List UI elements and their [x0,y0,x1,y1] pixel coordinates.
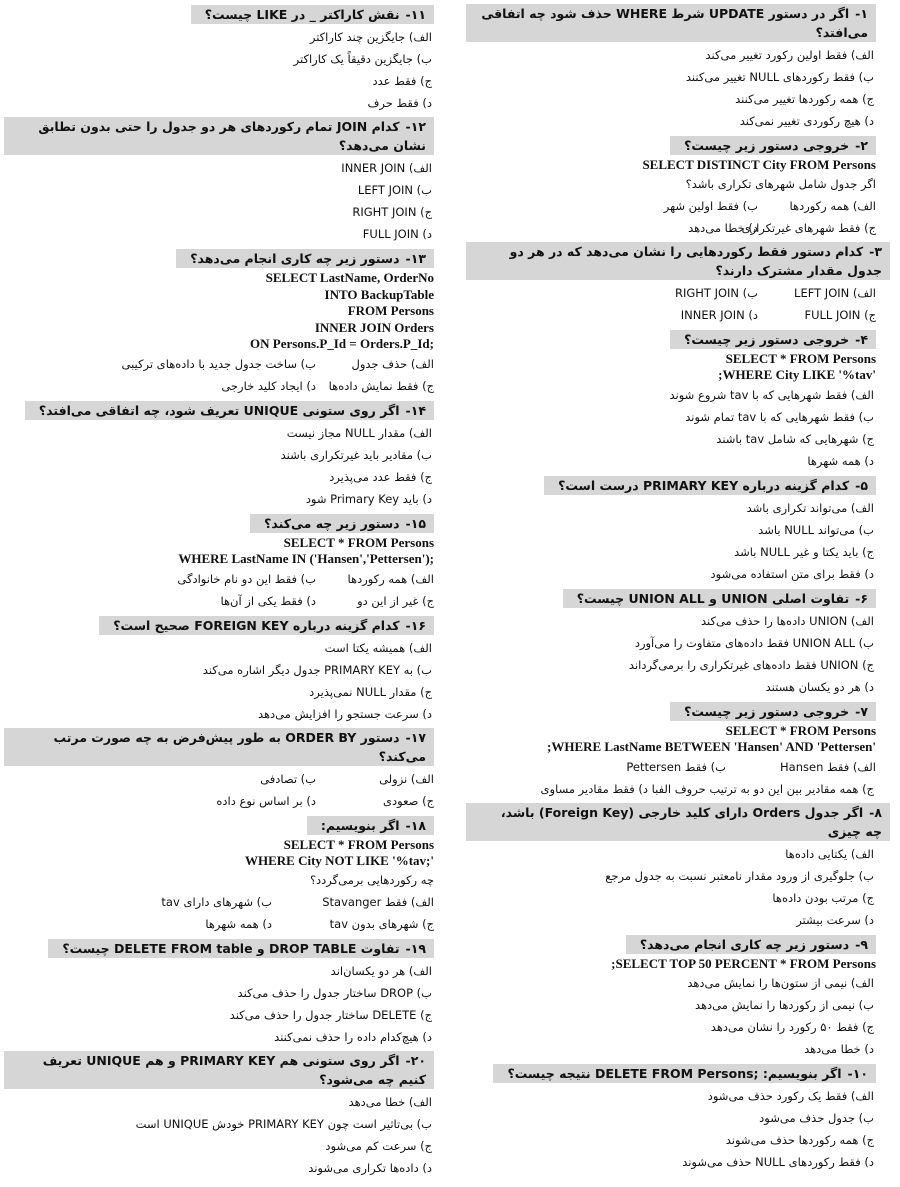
question-2 [466,135,876,239]
sql-code: INNER JOIN Orders [314,319,434,335]
option: د) ایجاد کلید خارجی [221,378,316,393]
sql-code: FROM Persons [347,303,434,318]
question-title: ۱۲-کدام JOIN تمام رکوردهای هر دو جدول را حتی بدون تطابق نشان می‌دهد؟ [4,117,434,155]
option: الف) فقط یک رکورد حذف می‌شود [707,1089,874,1103]
option: د) هیچ‌کدام داده را حذف نمی‌کنند [274,1029,432,1044]
question-title: ۶-تفاوت اصلی UNION و UNION ALL چیست؟ [563,589,876,608]
option: ج) مقدار NULL نمی‌پذیرد [309,684,432,699]
option: د) داده‌ها تکراری می‌شوند [308,1160,432,1175]
option-row [466,217,876,239]
question-title: ۱۶-کدام گزینه درباره FOREIGN KEY صحیح است؟ [99,616,434,635]
question-title: ۲۰-اگر روی ستونی هم PRIMARY KEY و هم UNIQUE تعریف کنیم چه می‌شود؟ [4,1051,434,1089]
option: ج) فقط عدد می‌پذیرد [329,469,432,484]
option-row [4,768,434,790]
option: ج) شهرهای بدون tav [329,916,434,931]
option: الف) می‌تواند تکراری باشد [746,500,874,515]
question-18 [4,815,434,935]
option: ب) LEFT JOIN [357,183,432,197]
question-title: ۴-خروجی دستور زیر چیست؟ [670,330,876,349]
option-row [466,304,876,326]
option: ج) باید یکتا و غیر NULL باشد [734,544,874,559]
option: د) فقط رکوردهای NULL حذف می‌شوند [682,1155,874,1169]
left-column [4,4,434,1182]
sql-code: ;WHERE City LIKE '%tav' [718,367,876,382]
option: ب) تصادفی [260,771,316,786]
question-17 [4,728,434,812]
option: د) بر اساس نوع داده [216,793,316,808]
option: ج) فقط عدد [372,74,432,88]
option: الف) جایگزین چند کاراکتر [309,30,432,44]
question-title: ۱۴-اگر روی ستونی UNIQUE تعریف شود، چه اتفاقی می‌افتد؟ [25,401,434,420]
option: ج) همه مقادیر بین این دو به ترتیب حروف الفبا د) فقط مقادیر مساوی [540,781,874,796]
question-6 [466,588,876,698]
option: د) سرعت جستجو را افزایش می‌دهد [257,706,432,721]
question-10 [466,1063,876,1173]
question-title: ۷-خروجی دستور زیر چیست؟ [670,702,876,721]
option: ج) UNION فقط داده‌های غیرتکراری را برمی‌گرداند [628,657,874,672]
question-8 [466,803,882,931]
question-14 [4,400,434,510]
option: د) همه شهرها [807,453,874,468]
sql-code: ;WHERE LastName BETWEEN 'Hansen' AND 'Pettersen' [547,739,876,754]
option: ب) DROP ساختار جدول را حذف می‌کند [237,985,432,1000]
option-row [4,353,434,375]
question-title: ۱۹-تفاوت DROP TABLE و DELETE FROM table چیست؟ [48,939,434,958]
question-title: ۱۸-اگر بنویسیم: [307,816,434,835]
option-row [466,195,876,217]
question-title: ۲-خروجی دستور زیر چیست؟ [670,136,876,155]
question-title: ۱۱-نقش کاراکتر _ در LIKE چیست؟ [191,5,434,24]
question-3 [466,242,882,326]
sql-code: SELECT * FROM Persons [725,350,876,366]
option: الف) حذف جدول [351,356,434,371]
question-19 [4,938,434,1048]
question-title: ۱۵-دستور زیر چه می‌کند؟ [250,514,434,533]
option: الف) فقط Hansen [780,759,876,774]
question-title: ۸-اگر جدول Orders دارای کلید خارجی (Foreign Key) باشد، چه چیزی [466,803,890,841]
question-11 [4,4,434,114]
option: ب) مقادیر باید غیرتکراری باشند [280,447,432,462]
option: الف) همه رکوردها [789,198,876,213]
option: د) خطا می‌دهد [688,220,758,235]
option: د) هیچ رکوردی تغییر نمی‌کند [739,114,874,128]
sql-code: SELECT * FROM Persons [725,722,876,738]
sql-code: ;SELECT TOP 50 PERCENT * FROM Persons [611,955,876,971]
question-4 [466,329,876,472]
option-row [4,913,434,935]
option-row [4,891,434,913]
option: الف) فقط اولین رکورد تغییر می‌کند [705,48,874,62]
sql-code: SELECT * FROM Persons [283,534,434,550]
option: ج) همه رکوردها تغییر می‌کنند [735,92,874,106]
option: الف) LEFT JOIN [794,285,876,300]
option: ج) غیر از این دو [357,593,434,608]
question-20 [4,1051,434,1179]
option: ب) نیمی از رکوردها را نمایش می‌دهد [694,998,874,1012]
question-13 [4,248,434,397]
option: ب) فقط شهرهایی که با tav تمام شوند [685,409,874,424]
option: د) فقط برای متن استفاده می‌شود [710,566,874,581]
option-row [4,375,434,397]
option: ب) جدول حذف می‌شود [759,1111,874,1125]
option: الف) مقدار NULL مجاز نیست [286,425,432,440]
option: ب) RIGHT JOIN [674,285,758,300]
option: د) باید Primary Key شود [305,491,432,506]
option: د) همه شهرها [205,916,272,931]
option: الف) یکتایی داده‌ها [785,846,874,861]
option: ج) فقط نمایش داده‌ها [328,378,434,393]
question-title: ۱۰-اگر بنویسیم: ;DELETE FROM Persons نتیجه چیست؟ [493,1064,876,1083]
option-row [4,568,434,590]
option: ج) فقط ۵۰ رکورد را نشان می‌دهد [710,1020,874,1034]
option: د) فقط حرف [367,96,432,110]
option: ب) بی‌تاثیر است چون PRIMARY KEY خودش UNIQUE است [135,1116,432,1131]
question-16 [4,615,434,725]
question-7 [466,701,876,800]
question-1 [466,4,876,132]
sql-code: INTO BackupTable [324,286,434,302]
option: الف) همیشه یکتا است [324,640,432,655]
question-title: ۵-کدام گزینه درباره PRIMARY KEY درست است؟ [544,476,876,495]
option: الف) نزولی [379,771,434,786]
option: ب) به PRIMARY KEY جدول دیگر اشاره می‌کند [202,662,432,677]
question-5 [466,475,876,585]
option: ج) سرعت کم می‌شود [325,1138,432,1153]
question-title: ۹-دستور زیر چه کاری انجام می‌دهد؟ [626,935,876,954]
question-15 [4,513,434,612]
question-note: اگر جدول شامل شهرهای تکراری باشد؟ [685,176,876,191]
option: د) INNER JOIN [680,307,758,322]
option-row [4,790,434,812]
sql-code: ON Persons.P_Id = Orders.P_Id; [250,336,434,351]
question-title: ۱-اگر در دستور UPDATE شرط WHERE حذف شود چه اتفاقی می‌افتد؟ [466,4,876,42]
option-row [4,590,434,612]
option-row [466,282,876,304]
option: ب) ساخت جدول جدید با داده‌های ترکیبی [121,356,316,371]
option: ج) شهرهایی که شامل tav باشند [716,431,874,446]
sql-code: SELECT DISTINCT City FROM Persons [642,157,876,172]
option: الف) فقط شهرهایی که با tav شروع شوند [669,387,874,402]
option: د) خطا می‌دهد [804,1042,874,1056]
option: ب) UNION ALL فقط داده‌های متفاوت را می‌آورد [634,635,874,650]
question-9 [466,934,876,1061]
option: ج) همه رکوردها حذف می‌شوند [725,1133,874,1147]
question-title: ۱۳-دستور زیر چه کاری انجام می‌دهد؟ [176,249,434,268]
option: ب) فقط این دو نام خانوادگی [177,571,316,586]
option: الف) UNION داده‌ها را حذف می‌کند [700,613,874,628]
question-note: چه رکوردهایی برمی‌گردد؟ [309,872,434,887]
sql-code: SELECT * FROM Persons [283,836,434,852]
option: ج) مرتب بودن داده‌ها [772,890,874,905]
option: د) هر دو یکسان هستند [765,679,874,694]
sql-code: WHERE LastName IN ('Hansen','Pettersen'); [178,551,434,566]
option: الف) هر دو یکسان‌اند [330,963,432,978]
option: الف) نیمی از ستون‌ها را نمایش می‌دهد [687,976,874,990]
option: ج) FULL JOIN [804,307,876,322]
option: د) فقط یکی از آن‌ها [220,593,316,608]
option: ج) DELETE ساختار جدول را حذف می‌کند [229,1007,432,1022]
option: الف) همه رکوردها [347,571,434,586]
question-12 [4,117,434,245]
option-row [466,756,876,778]
option: ب) می‌تواند NULL باشد [758,522,874,537]
sql-code: WHERE City NOT LIKE '%tav;' [244,853,434,868]
option: د) سرعت بیشتر [796,912,874,927]
option: الف) INNER JOIN [341,161,432,175]
option: الف) خطا می‌دهد [348,1094,432,1109]
option: ب) جایگزین دقیقاً یک کاراکتر [293,52,432,66]
option: الف) فقط Stavanger [322,894,434,909]
question-title: ۳-کدام دستور فقط رکوردهایی را نشان می‌دهد که در هر دو جدول مقدار مشترک دارند؟ [466,242,890,280]
question-title: ۱۷-دستور ORDER BY به طور پیش‌فرض به چه صورت مرتب می‌کند؟ [4,728,434,766]
option: ج) فقط شهرهای غیرتکراری [741,220,876,235]
option: ب) شهرهای دارای tav [161,894,272,909]
right-column [466,4,882,1176]
option: ب) فقط رکوردهای NULL تغییر می‌کنند [685,70,874,84]
option: ب) فقط Pettersen [626,759,726,774]
option: ج) صعودی [383,793,434,808]
option: ب) فقط اولین شهر [663,198,758,213]
option: ب) جلوگیری از ورود مقدار نامعتبر نسبت به جدول مرجع [605,868,874,883]
option: ج) RIGHT JOIN [352,205,432,219]
option: د) FULL JOIN [362,227,432,241]
sql-code: SELECT LastName, OrderNo [265,270,434,285]
